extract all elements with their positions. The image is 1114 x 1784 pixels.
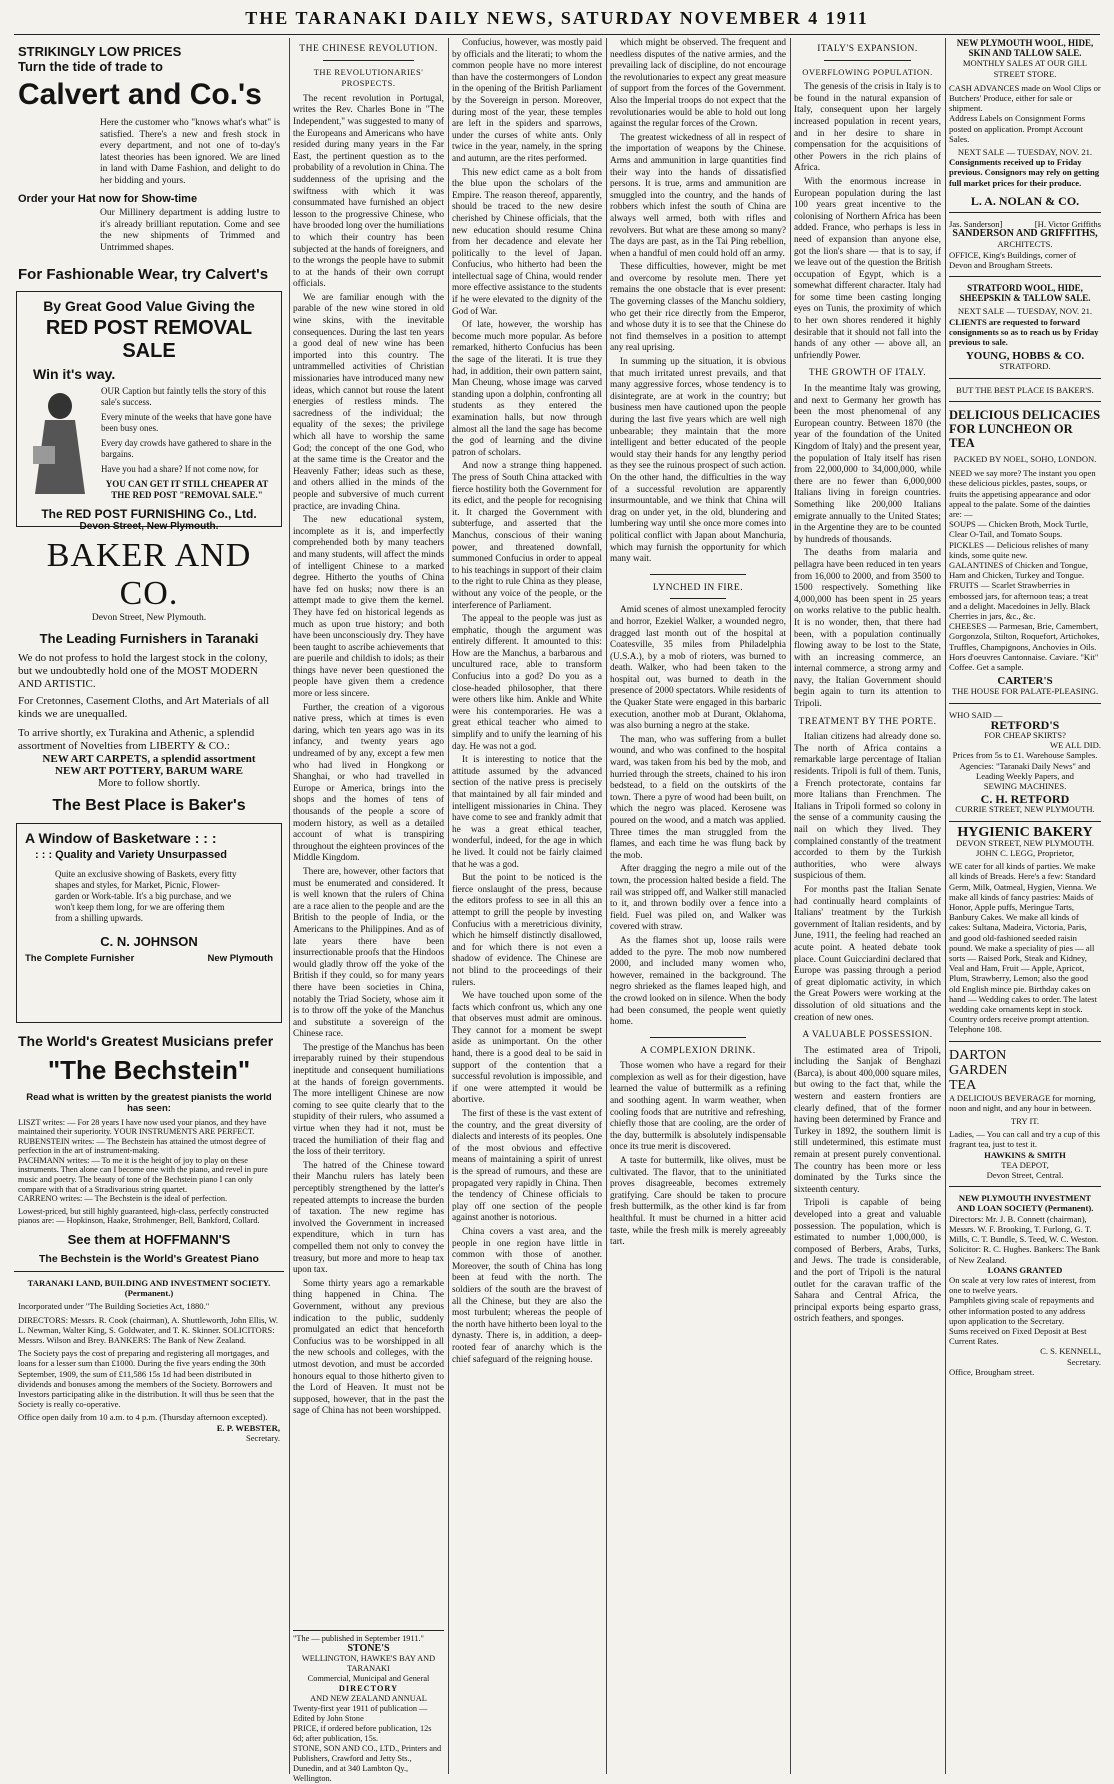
ad-subhead: LOANS GRANTED [987, 1264, 1063, 1275]
firm-name: CARTER'S [997, 675, 1053, 688]
divider [650, 1037, 746, 1038]
ad-text: TEA DEPOT, [1001, 1159, 1049, 1170]
ad-head: STRATFORD WOOL, HIDE, SHEEPSKIN & TALLOW SALE. [959, 283, 1091, 304]
taranaki-land-ad [14, 1278, 284, 1443]
baker-ad [14, 527, 284, 815]
quote: CARRENO writes: — The Bechstein is the ideal of perfection. [18, 1194, 228, 1204]
ad-column [14, 38, 284, 1774]
divider [949, 1186, 1101, 1187]
article-headline: A COMPLEXION DRINK. [640, 1045, 756, 1056]
ad-text: Solicitor: R. C. Hughes. Bankers: The Bank of New Zealand. [949, 1244, 1100, 1265]
ad-text: To arrive shortly, ex Turakina and Athenic, a splendid assortment of Novelties from LIBERTY & CO.: [18, 726, 255, 752]
masthead-rule [14, 34, 1100, 35]
ad-footer-right: New Plymouth [207, 952, 273, 964]
paragraph: And now a strange thing happened. The press of South China attacked with fierce hostility both the Government for its edict, and the people for recognising it. It charged the Government with subterfuge, and asserted that the Manchus, conscious of their waning power, and threatened downfall, summoned Confucius in order to appeal to his teachings in support of their claim to the right to rule China as they please, without any voice of the people, or the interference of Parliament. [452, 461, 602, 611]
paragraph: It is interesting to notice that the attitude assumed by the advanced section of the native press is precisely that maintained by all fair minded and intelligent missionaries in China. They have come to see and frankly admit that he was a great ethical teacher, wonderful, indeed, for the age in which he lived. It could not be fairly claimed that he was a god. [452, 755, 602, 870]
divider [670, 598, 726, 599]
ad-head: DELICIOUS DELICACIES FOR LUNCHEON OR TEA [949, 407, 1101, 450]
paragraph: The deaths from malaria and pellagra have been reduced in ten years from 16,000 to 2000, and from 3500 to 1500 respectively. Something like 4,000,000 has been spent in 25 years on works relative to the public health. It is no wonder, then, that there had been, with a population continually flowing away to be lost to the State, with an increasing commerce, an internal commerce, a strong army and navy, the Italian Government should begin again to turn its attention to Tripoli. [794, 548, 941, 710]
paragraph: The new educational system, incomplete as it is, and imperfectly comprehended both by many teachers and many students, will affect the minds of intelligent Chinese to a marked degree. Hitherto the youths of China have fed on husks; now there is an attempt made to give them the kernel. They have fed on historical legends as much as upon true history; and both have been unconsciously dry. They have been taught to ascribe achievements that are puerile and childish to idols; as their things have never been questioned the people have given them a credence more or less sincere. [293, 515, 444, 700]
darton-tea-ad [949, 1048, 1101, 1181]
ad-title: DARTON [949, 1047, 1007, 1063]
paragraph: The appeal to the people was just as emphatic, though the argument was entirely different. It amounted to this: How are the Manchus, a barbarous and uncultured race, able to transform Confucius into a god? Do you as a close-headed philosopher, that there were others like him. Ankle and White were his contemporaries. He was a great ethical teacher who aimed to simplify and to unify the learning of his day. He was not a god. [452, 614, 602, 752]
ad-text: WELLINGTON, HAWKE'S BAY AND TARANAKI [301, 1654, 436, 1673]
ad-text: Lowest-priced, but still highly guaranteed, high-class, perfectly constructed pianos are: — Hopkinson, Haake, Strohmenger, Bell, Bankford, Collard. [18, 1206, 269, 1226]
paragraph: Of late, however, the worship has become much more popular. As before remarked, hitherto Confucius has been the sage of the literati. It is true they had, in addition, their own pattern saint, Man Cheung, whose image was carved standing upon a dolphin, confronting all students as they entered the examination halls, but now through almost all the land the sage has become the god of learning and the divine patron of scholars. [452, 320, 602, 458]
retford-ad [949, 710, 1101, 815]
divider [949, 1041, 1101, 1042]
article-subhead: OVERFLOWING POPULATION. [802, 66, 933, 77]
firm-name: C. N. JOHNSON [100, 933, 198, 949]
firm-name: The RED POST FURNISHING Co., Ltd. [41, 507, 257, 521]
signature: C. S. KENNELL, [1040, 1346, 1101, 1357]
ad-text: NEW ART CARPETS, a splendid assortment [42, 752, 256, 765]
ad-text: SOUPS — Chicken Broth, Mock Turtle, Clear O-Tail, and Tomato Soups. [949, 519, 1089, 540]
ad-text: CLIENTS are requested to forward consignments so as to reach us by Friday previous to sale. [949, 316, 1099, 348]
stratford-wool-ad [949, 283, 1101, 372]
paragraph: In summing up the situation, it is obvious that much irritated unrest prevails, and that many aggressive forces, whose tendency is to disintegrate, are at work in the country; but business men have cautioned upon the people during the last five years which are well nigh unbearable; they maintain that the more intelligent and better educated of the people would stay their hands for any lengthy period as they see the ruinous prospect of such action. On the other hand, the difficulties in the way of a successful revolution are apparently insurmountable, and we think that China will drag on under yet, in the old, blundering and lumbering way until she once more comes into political conflict with Japan about Manchuria, which may furnish the opportunity for which many wait. [610, 357, 786, 565]
paragraph: After dragging the negro a mile out of the town, the procession halted beside a field. The rail was stripped off, and Walker still manacled to it, and thrown bodily over a fence into a field. Fuel was piled on, and Walker was covered with straw. [610, 864, 786, 933]
ad-text: For Cretonnes, Casement Cloths, and Art Materials of all kinds we are unequalled. [18, 694, 270, 720]
ad-text: Every day crowds have gathered to share in the bargains. [101, 438, 272, 459]
firm-name: YOUNG, HOBBS & CO. [965, 350, 1085, 363]
delicacies-ad [949, 408, 1101, 697]
ad-head: Read what is written by the greatest pianists the world has seen: [26, 1091, 272, 1114]
ad-text: Twenty-first year 1911 of publication — Edited by John Stone [293, 1704, 428, 1723]
ad-text: A DELICIOUS BEVERAGE for morning, noon and night, and any hour in between. [949, 1092, 1096, 1113]
paragraph: For months past the Italian Senate had continually heard complaints of Italians' treatment by the Turkish government of Italian residents, and by June, 1911, the feeling had reached an acute point. A heated debate took place. Count Guicciardini declared that Europe was passing through a period of great diplomatic activity, in which the Great Powers were working at the dissolution of old situations and the creation of new ones. [794, 884, 941, 1023]
sale-date: NEXT SALE — TUESDAY, NOV. 21. [957, 147, 1093, 158]
ad-text-block [95, 386, 273, 501]
ad-text: OFFICE, King's Buildings, corner of Devon and Brougham Streets. [949, 249, 1077, 270]
ad-head: The World's Greatest Musicians prefer [18, 1032, 274, 1049]
column-divider [945, 38, 946, 1774]
divider [949, 401, 1101, 402]
ad-text: Here the customer who "knows what's what" is satisfied. There's a new and fresh stock in every department, and not one of to-day's latest theories has been ignored. We are lined in land with Dame Fashion, and delight to do her bidding and yours. [100, 118, 280, 186]
paragraph: Confucius, however, was mostly paid by officials and the literati; to whom the common people have no more interest than have the costermongers of London in the opening of the British Parliament by the Sovereign in person. Moreover, during most of the year, these temples are left in the spiders and sparrows, under the curses of white ants. Only twice in the year, namely, in the spring and autumn, are the rites performed. [452, 38, 602, 164]
firm-name: C. H. RETFORD [980, 792, 1070, 807]
paragraph: The genesis of the crisis in Italy is to be found in the natural expansion of Italy, consequent upon her largely increased population in recent years, and in her desire to share in compensation for the acquisitions of other Powers in the rich plains of Africa. [794, 82, 941, 174]
firm-town: STRATFORD. [999, 361, 1051, 372]
ad-text: Address Labels on Consignment Forms posted on application. Prompt Account Sales. [949, 113, 1086, 144]
ad-head: Win it's way. [33, 366, 116, 382]
ad-subhead: MONTHLY SALES AT OUR GILL STREET STORE. [962, 58, 1088, 79]
paragraph: These difficulties, however, might be met and overcome by resolute men. There yet remains the one obstacle that is ever present: The governing classes of the Manchu soldiery, who get their rice directly from the Emperor, and whose duty it is to see that the Chinese do not find themselves in a position to attempt any real uprising. [610, 262, 786, 354]
article-subhead: THE REVOLUTIONARIES' PROSPECTS. [313, 66, 424, 89]
divider [14, 1271, 284, 1272]
section-head: THE GROWTH OF ITALY. [808, 368, 927, 379]
ad-title: BAKER AND CO. [46, 537, 252, 612]
ad-tagline: The Bechstein is the World's Greatest Piano [39, 1253, 259, 1266]
divider [293, 1630, 444, 1631]
ad-text: Pamphlets giving scale of repayments and other information posted to any address upon application to the Secretary. [949, 1295, 1094, 1326]
ad-text: Office open daily from 10 a.m. to 4 p.m. (Thursday afternoon excepted). [18, 1412, 268, 1423]
ad-text: WHO SAID — [949, 709, 1003, 720]
article-column [794, 38, 941, 1774]
architects-ad [949, 219, 1101, 270]
firm-address: CURRIE STREET, NEW PLYMOUTH. [955, 804, 1095, 815]
paragraph: Those women who have a regard for their complexion as well as for their digestion, have learned the value of buttermilk as a refining and soothing agent. In warm weather, when cooling foods that are nutritive and refreshing, chiefly those that are cooling, are the order of the day, buttermilk is absolutely indispensable once its true merit is discovered. [610, 1061, 786, 1153]
ad-text: OUR Caption but faintly tells the story of this sale's success. [101, 386, 266, 407]
firm-role: ARCHITECTS. [997, 239, 1053, 250]
ad-footer [25, 953, 273, 964]
basketware-ad [16, 823, 282, 1023]
divider [323, 60, 414, 61]
paragraph: The recent revolution in Portugal, writes the Rev. Charles Bone in "The Independent," was suggested to many of the Europeans and Americans who have resided during many years in the Far East, the pertinent question as to the probability of a revolution in China. The suddenness of the uprising and the swiftness with which it was consummated have furnished an object lesson to the progressive Chinese, who have brooded long over the humiliations to which their country has been subjected at the hands of foreigners, and to the wrongs the people have to submit to at the hands of their own corrupt officials. [293, 93, 444, 290]
ad-subhead: PACKED BY NOEL, SOHO, LONDON. [953, 453, 1097, 464]
wool-sale-ad [949, 38, 1101, 206]
ad-text: GALANTINES of Chicken and Tongue, Ham and Chicken, Turkey and Tongue. [949, 559, 1088, 581]
ad-text: PICKLES — Delicious relishes of many kinds, some quite new. [949, 539, 1089, 560]
partner-name: [H. Victor Griffiths [1034, 219, 1101, 230]
ad-text: The Society pays the cost of preparing and registering all mortgages, and loans for a lesser sum than £1000. During the five years ending the 30th September, 1909, the sum of £11,586 15s 1d had been distributed in dividends and bonuses among the members of the Society. Borrowers and Investors participating alike in the distribution. It will thus be seen that the Society is really co-operative. [18, 1348, 275, 1410]
paragraph: Italian citizens had already done so. The north of Africa contains a remarkable large percentage of Italian residents. Tripoli is full of them. Tunis, a French protectorate, contains far more Italians than Frenchmen. The Italians in Tripoli formed so colony in the sense of a community causing the nail on which they lived. They complained constantly of the treatment accorded to them by the Turkish authorities, who were always suspicious of them. [794, 732, 941, 882]
ad-line: BUT THE BEST PLACE IS BAKER'S. [956, 384, 1094, 395]
paragraph: Further, the creation of a vigorous native press, which at times is even daring, which ten years ago was in its infancy, and twenty years ago undreamed of by any, except a few men who had lived in Hongkong or Shanghai, or who had travelled in Europe or America, brings into the shops and the homes of tens of thousands of the people a score of modern history, as well as a detailed account of what is transpiring throughout the eighteen provinces of the Middle Kingdom. [293, 702, 444, 864]
paragraph: As the flames shot up, loose rails were added to the pyre. The mob now numbered 2000, and included many women who, however, remained in the background. The negro shrieked as the flames leaped high, and the crowd looked on in silence. When the body had been consumed, the people went quietly home. [610, 935, 786, 1028]
section-head: A VALUABLE POSSESSION. [802, 1030, 933, 1041]
ad-text: TRY IT. [1010, 1116, 1040, 1127]
paragraph: But the point to be noticed is the fierce onslaught of the press, because the editors profess to see in all this an attempt to grill the people by investing Confucius with a meretricious divinity, which he himself distinctly disallowed, and for which there is not even a shadow of evidence. The Chinese are not blind to the proceedings of their rulers. [452, 873, 602, 988]
firm-address: Devon Street, New Plymouth. [79, 521, 219, 532]
ad-text: SEWING MACHINES. [983, 780, 1067, 791]
firm-name: L. A. NOLAN & CO. [970, 193, 1080, 208]
ad-text: Ladies, — You can call and try a cup of this fragrant tea, just to test it. [949, 1129, 1100, 1150]
ad-text: FRUITS — Scarlet Strawberries in embossed jars, for afternoon teas; a treat and a delight. Macedoines in Jelly. Black Cherries in jars, &c., &c. [949, 580, 1091, 621]
quotes [18, 1118, 280, 1227]
ad-text: "The — published in September 1911." [293, 1634, 424, 1643]
ad-head: See them at HOFFMANN'S [67, 1232, 231, 1248]
column-divider [790, 38, 791, 1774]
ad-text: Directors: Mr. J. B. Connett (chairman), Messrs. W. F. Brooking, T. Furlong, G. T. Mills, C. T. Bundle, S. Teed, W. C. Weston. [949, 1213, 1099, 1245]
divider [949, 703, 1101, 704]
paragraph: The prestige of the Manchus has been irreparably ruined by their stupendous ineptitude and consequent humiliations at the hands of foreign governments. The more intelligent Chinese are now coming to see quite clearly that to the stupidity of their rulers, who assumed a virtue when they had it not, must be traced the humiliation of their flag and the loss of their territory. [293, 1042, 444, 1158]
ad-title: Calvert and Co.'s [18, 78, 262, 111]
ad-title: STONE'S [347, 1643, 390, 1654]
hygienic-bakery-ad [949, 824, 1101, 1035]
paragraph: There are, however, other factors that must be enumerated and considered. It is well known that the rulers of China are a race alien to the people and are the British to the people of India, or the Americans to the Philippines. And as of late years there have been insurrectionable proofs that the Hindoos would gladly throw off the yoke of the British if they could, so for many years there have been societies in China, notably the Triad Society, whose aim it is to throw off the yoke of the Manchus and substitute a sovereign of the Chinese race. [293, 866, 444, 1040]
partner-name: Jas. Sanderson] [949, 219, 1003, 230]
article-column [610, 38, 786, 1774]
ad-text: NEED we say more? The instant you open these delicious pickles, pastes, soups, or fruits the appetising appearance and odor appeal to the palate. Some of the dainties are: — [949, 468, 1096, 519]
paragraph: This new edict came as a bolt from the blue upon the scholars of the Empire. The reason thereof, apparently, should be traced to the new desire cherished by Chinese officials, that the new education should resume China from her decadence and elevate her politically to the level of Japan. Confucius, who hitherto had been the intellectual sage of China, would render more effective assistance to the students if he were elevated to the dignity of the God of War. [452, 167, 602, 317]
ad-head: The Leading Furnishers in Taranaki [39, 630, 259, 646]
firm-name: RETFORD'S [990, 717, 1060, 732]
ad-text: STONE, SON AND CO., LTD., Printers and Publishers, Crawford and Jetty Sts., Dunedin, and at 340 Lambton Qy., Wellington. [293, 1744, 442, 1783]
ad-text: Commercial, Municipal and General [307, 1674, 430, 1683]
npis-ad [949, 1193, 1101, 1377]
divider [949, 212, 1101, 213]
ad-text: AND NEW ZEALAND ANNUAL [310, 1694, 427, 1703]
signature-title: Secretary. [245, 1432, 280, 1443]
column-divider [606, 38, 607, 1774]
paragraph: Tripoli is capable of being developed into a great and valuable possession. The population, which is estimated to number 1,000,000, is composed of Berbers, Arabs, Turks, and Jews. The trade is considerable, and the port of Tripoli is the natural outlet for the caravan traffic of the Sahara and Central Africa, the principal exports being esparto grass, ostrich feathers, and sponges. [794, 1198, 941, 1325]
quote: PACHMANN writes: — To me it is the height of joy to play on these instruments. Then alone can I become one with the piano, and revel in pure music and poetry. The beauty of tone of the Bechstein piano I can only compare with that of a Stradivarious string quartet. [18, 1155, 268, 1194]
ad-tagline: For Fashionable Wear, try Calvert's [18, 266, 269, 283]
article-headline: THE CHINESE REVOLUTION. [299, 44, 438, 54]
divider [824, 60, 911, 61]
ad-text: Prices from 5s to £1. Warehouse Samples. Agencies: "Taranaki Daily News" and Leading Weekly Papers, and [952, 750, 1098, 781]
ad-text: WE cater for all kinds of parties. We make all kinds of Breads. Here's a few: Standard Germ, Milk, Oatmeal, Hygien, Vienna. We make all kinds of fancy pastries: Maids of Honor, Apple puffs, Meringue Tarts, Banbury Cakes. We make all kinds of cakes: Sultana, Madeira, Victoria, Paris, and good old-fashioned seeded raisin pound. We make a speciality of pies — all sorts — Raised Pork, Steak and Kidney, Veal and Ham, Fruit — Apple, Apricot, Plum, Strawberry, Lemon; also the good old English mince pie. Birthday cakes on hand — Wedding cakes to order. The latest wedding cake ornaments kept in stock. Country orders receive prompt attention. Telephone 108. [949, 861, 1097, 1035]
ad-text: Office, Brougham street. [949, 1366, 1035, 1377]
ad-text: PRICE, if ordered before publication, 12s 6d; after publication, 15s. [293, 1724, 432, 1743]
ad-title: RED POST REMOVAL SALE [45, 317, 253, 362]
kicker: Turn the tide of trade to [18, 59, 163, 74]
kicker: STRIKINGLY LOW PRICES [18, 44, 182, 59]
ad-text: Our Millinery department is adding lustre to it's already brilliant reputation. Come and see the new shipments of Trimmed and Untrimmed shapes. [100, 208, 280, 253]
calvert-ad [14, 38, 284, 283]
ad-head: : : : Quality and Variety Unsurpassed [35, 848, 227, 861]
divider [949, 821, 1101, 822]
ad-head: NEW PLYMOUTH WOOL, HIDE, SKIN AND TALLOW SALE. [956, 38, 1094, 59]
firm-address: Devon Street, Central. [986, 1170, 1064, 1181]
classified-column [949, 38, 1101, 1774]
ad-text: DIRECTORY [338, 1684, 399, 1693]
masthead: THE TARANAKI DAILY NEWS, SATURDAY NOVEMBER 4 1911 [245, 8, 869, 28]
ad-head: A Window of Basketware : : : [25, 829, 217, 846]
ad-subhead: Order your Hat now for Show-time [18, 193, 198, 205]
firm-address: Devon Street, New Plymouth. [91, 613, 207, 623]
paragraph: Amid scenes of almost unexampled ferocity and horror, Ezekiel Walker, a wounded negro, dragged last month out of the hospital at Coatesville, 35 miles from Philadelphia (U.S.A.), by a mob of rioters, was burned to death. Walker, who had been taken to the hospital out, was burned to death in the presence of 2000 spectators. While residents of the Quaker State were engaged in this barbaric execution, another mob at Durant, Oklahoma, was also burning a negro at the stake. [610, 605, 786, 732]
paragraph: The estimated area of Tripoli, including the Sanjak of Benghazi (Barca), is about 400,000 square miles, but owing to the fact that, while the western and eastern frontiers are clearly defined, that of the former having been determined by France and Turkey in 1892, the southern limit is still undetermined, this estimate must remain at present purely conventional. The country has been more or less dominated by the Turks since the sixteenth century. [794, 1045, 941, 1195]
ad-subhead: THE HOUSE FOR PALATE-PLEASING. [951, 686, 1099, 697]
signature: E. P. WEBSTER, [216, 1422, 280, 1433]
sale-date: NEXT SALE — TUESDAY, NOV. 21. [957, 306, 1093, 317]
ad-title: "The Bechstein" [47, 1054, 251, 1085]
ad-text: WE ALL DID. [1050, 740, 1101, 751]
ad-text: Incorporated under "The Building Societies Act, 1880." [18, 1301, 210, 1312]
stones-directory-ad [293, 1630, 444, 1783]
ad-text: CHEESES — Parmesan, Brie, Camembert, Gorgonzola, Stilton, Roquefort, Artichokes, Truffles, Champignons, Anchovies in Oils. Hors d'oeuvres Cantonnaise. Caviare. "Kit" Coffee. Get a sample. [949, 621, 1100, 672]
ad-title: TEA [949, 1077, 977, 1093]
ad-text: YOU CAN GET IT STILL CHEAPER AT THE RED POST "REMOVAL SALE." [105, 479, 269, 500]
red-post-ad [16, 291, 282, 532]
paragraph: In the meantime Italy was growing, and next to Germany her growth has been the most phenomenal of any European country. Between 1870 (the year of the foundation of the United Kingdom of Italy) and the present year, the population of Italy itself has risen from 22,000,000 to 34,000,000, while there are no fewer than 6,000,000 Italians living in foreign countries. Something like 200,000 Italians emigrate annually to the United States; in the Argentine they are to be counted by hundreds of thousands. [794, 384, 941, 545]
divider [949, 276, 1101, 277]
firm-name: SANDERSON AND GRIFFITHS, [952, 228, 1098, 240]
paragraph: We are familiar enough with the parable of the new wine stored in old wine skins, with the inevitable consequences. During the last ten years a good deal of new wine has been imported into this country. The untrammelled activities of Christian missionaries have introduced many new ideas, which cannot but rouse the latent energies of restless minds. The sacredness of the individual; the equality of the sexes; the privilege which all have to worship the same God; the concept of the one God, who at the same time is the Creator and the Heavenly Father; ideas such as these, and others allied in the minds of the people and subversive of much current practice, are invading China. [293, 292, 444, 512]
ad-text: DIRECTORS: Messrs. R. Cook (chairman), A. Shuttleworth, John Ellis, W. L. Newman, Walter King, S. Goldwater, and T. K. Skinner. SOLICITORS: Messrs. Wilson and Brey. BANKERS: The Bank of New Zealand. [18, 1314, 279, 1346]
ad-head: TARANAKI LAND, BUILDING AND INVESTMENT SOCIETY. (Permanent.) [27, 1278, 271, 1299]
divider [650, 574, 746, 575]
woman-illustration [25, 386, 95, 496]
paragraph: which might be observed. The frequent and needless disputes of the native armies, and the prevailing lack of discipline, do not encourage the revolutionaries to expect any great measure of support from the forces of the Government. Also the Imperial troops do not expect that the revolutionaries would be able to hold out long against the regular forces of the Crown. [610, 38, 786, 130]
ad-text: On scale at very low rates of interest, from one to twelve years. [949, 1274, 1096, 1296]
article-column [452, 38, 602, 1774]
paragraph: The greatest wickedness of all in respect of the importation of weapons by the Chinese. Arms and ammunition in large quantities find their way into the hands of dissatisfied persons. It is true, arms and ammunition are smuggled into the country, and the hands of robbers which infest the south of China are always well armed, both with rifles and revolvers. But what are these among so many? The days are past, as in the Tai Ping rebellion, when a handful of men could hold off an army. [610, 132, 786, 259]
quote: RUBENSTEIN writes: — The Bechstein has attained the utmost degree of perfection in the art of instrument-making. [18, 1136, 266, 1156]
paragraph: A taste for buttermilk, like olives, must be cultivated. The flavor, that to the uninitiated proves disagreeable, becomes extremely gratifying. Care should be taken to procure fresh buttermilk, as the other kind is far from healthful. It must be churned in a hitter acid taste, while the fresh milk is merely agreeably tart. [610, 1156, 786, 1248]
ad-text: Consignments received up to Friday previous. Consignors may rely on getting full market prices for their produce. [949, 157, 1100, 188]
ad-text: FOR CHEAP SKIRTS? [984, 729, 1066, 740]
ad-text: More to follow shortly. [98, 776, 200, 789]
article-headline: ITALY'S EXPANSION. [817, 44, 918, 54]
paragraph: With the enormous increase in European population during the last 100 years great incentive to the colonising of Northern Africa has been added. France, who perhaps is less in need of expansion than anyone else, got the lion's share — that is to say, if we leave out of the question the British occupation of Egypt, which is a somewhat different character. Italy had for some time been casting longing eyes on Tunis, the proximity of which to her own shores rendered it highly desirable that it should not fall into the hands of any other — above all, an unfriendly Power. [794, 176, 941, 361]
column-divider [289, 38, 290, 1774]
ad-footer-left: The Complete Furnisher [25, 952, 135, 964]
ad-head: NEW PLYMOUTH INVESTMENT AND LOAN SOCIETY (Permanent). [956, 1193, 1094, 1214]
ad-head: By Great Good Value Giving the [43, 298, 255, 314]
paragraph: The man, who was suffering from a bullet wound, and who was confined to the hospital ward, was taken from his bed by the mob, and hurried through the streets, chained to his iron bedstead, to a field on the outskirts of the town. There a pyre of wood had been built, on which the negro was placed. Kerosene was poured on the wood, and a match was applied. Three times the man struggled from the flames, and each time he was flung back by the mob. [610, 734, 786, 861]
column-divider [448, 38, 449, 1774]
article-column [293, 38, 444, 1774]
ad-text: We do not profess to hold the largest stock in the colony, but we undoubtedly hold one of the MOST MODERN AND ARTISTIC. [18, 651, 268, 690]
divider [949, 378, 1101, 379]
firm-address: DEVON STREET, NEW PLYMOUTH. [956, 837, 1094, 848]
section-head: TREATMENT BY THE PORTE. [798, 716, 937, 727]
firm-name: HAWKINS & SMITH [984, 1149, 1066, 1160]
paragraph: Some thirty years ago a remarkable thing happened in China. The Government, without any previous indication to the public, suddenly promulgated an edict that henceforth Confucius was to be worshipped in all the new schools and colleges, with the utmost devotion, and must be accorded honours equal to those hitherto given to the Lord of Heaven. It must not be supposed, however, that in the past the sage of China has not been worshipped. [293, 1278, 444, 1417]
ad-text: NEW ART POTTERY, BARUM WARE [55, 764, 243, 777]
ad-text: CASH ADVANCES made on Wool Clips or Butchers' Produce, either for sale or shipment. [949, 82, 1101, 114]
ad-text: Have you had a share? If not come now, for [101, 464, 259, 474]
ad-text: Sums received on Fixed Deposit at Best Current Rates. [949, 1325, 1087, 1347]
article-headline: LYNCHED IN FIRE. [652, 582, 744, 593]
paragraph: We have touched upon some of the facts which confront us, which any one that observes must admit are ominous. They cannot for a moment be swept aside as unimportant. On the other hand, there is a good deal to be said in support of the contention that a successful revolution is impossible, and if one were attempted it would be abortive. [452, 991, 602, 1106]
paragraph: The hatred of the Chinese toward their Manchu rulers has lately been perceptibly strengthened by the latter's repeated attempts to increase the burden of taxation. The new regime has involved the Government in increased expenditure, which in turn has compelled them not only to convey the treasury, but more and more to heap tax upon tax. [293, 1160, 444, 1276]
paragraph: China covers a vast area, and the people in one region have little in common with those of another. Moreover, the south of China has long been at feud with the north. The soldiers of the south are the bravest of all the Chinese, but they are also the most turbulent; whereas the people of the north have hitherto been loyal to the dynasty. There is, in addition, a deep-rooted fear of anarchy which is the chief safeguard of the reigning house. [452, 1226, 602, 1365]
bechstein-ad [14, 1023, 284, 1266]
quote: LISZT writes: — For 28 years I have now used your pianos, and they have maintained their superiority. YOUR INSTRUMENTS ARE PERFECT. [18, 1117, 267, 1137]
paragraph: The first of these is the vast extent of the country, and the great diversity of dialects and interests of its peoples. One of the most obvious and effective means of maintaining a spirit of unrest is the spread of rumours, and these are propagated very rapidly in China. Then the tendency of Chinese officials to play off one section of the people against another is notorious. [452, 1109, 602, 1224]
ad-text: Every minute of the weeks that have gone have been busy ones. [101, 412, 272, 433]
signature-title: Secretary. [1066, 1356, 1101, 1367]
ad-head: HYGIENIC BAKERY [957, 824, 1093, 840]
ad-text: Quite an exclusive showing of Baskets, every fitty shapes and styles, for Market, Picnic, Flower-garden or Work-table. It's a big purchase, and we won't keep them long, for we are offering them from a shilling upwards. [55, 868, 237, 923]
proprietor: JOHN C. LEGG, Proprietor, [976, 848, 1074, 858]
ad-title: GARDEN [949, 1062, 1008, 1078]
ad-tagline: The Best Place is Baker's [52, 796, 246, 814]
